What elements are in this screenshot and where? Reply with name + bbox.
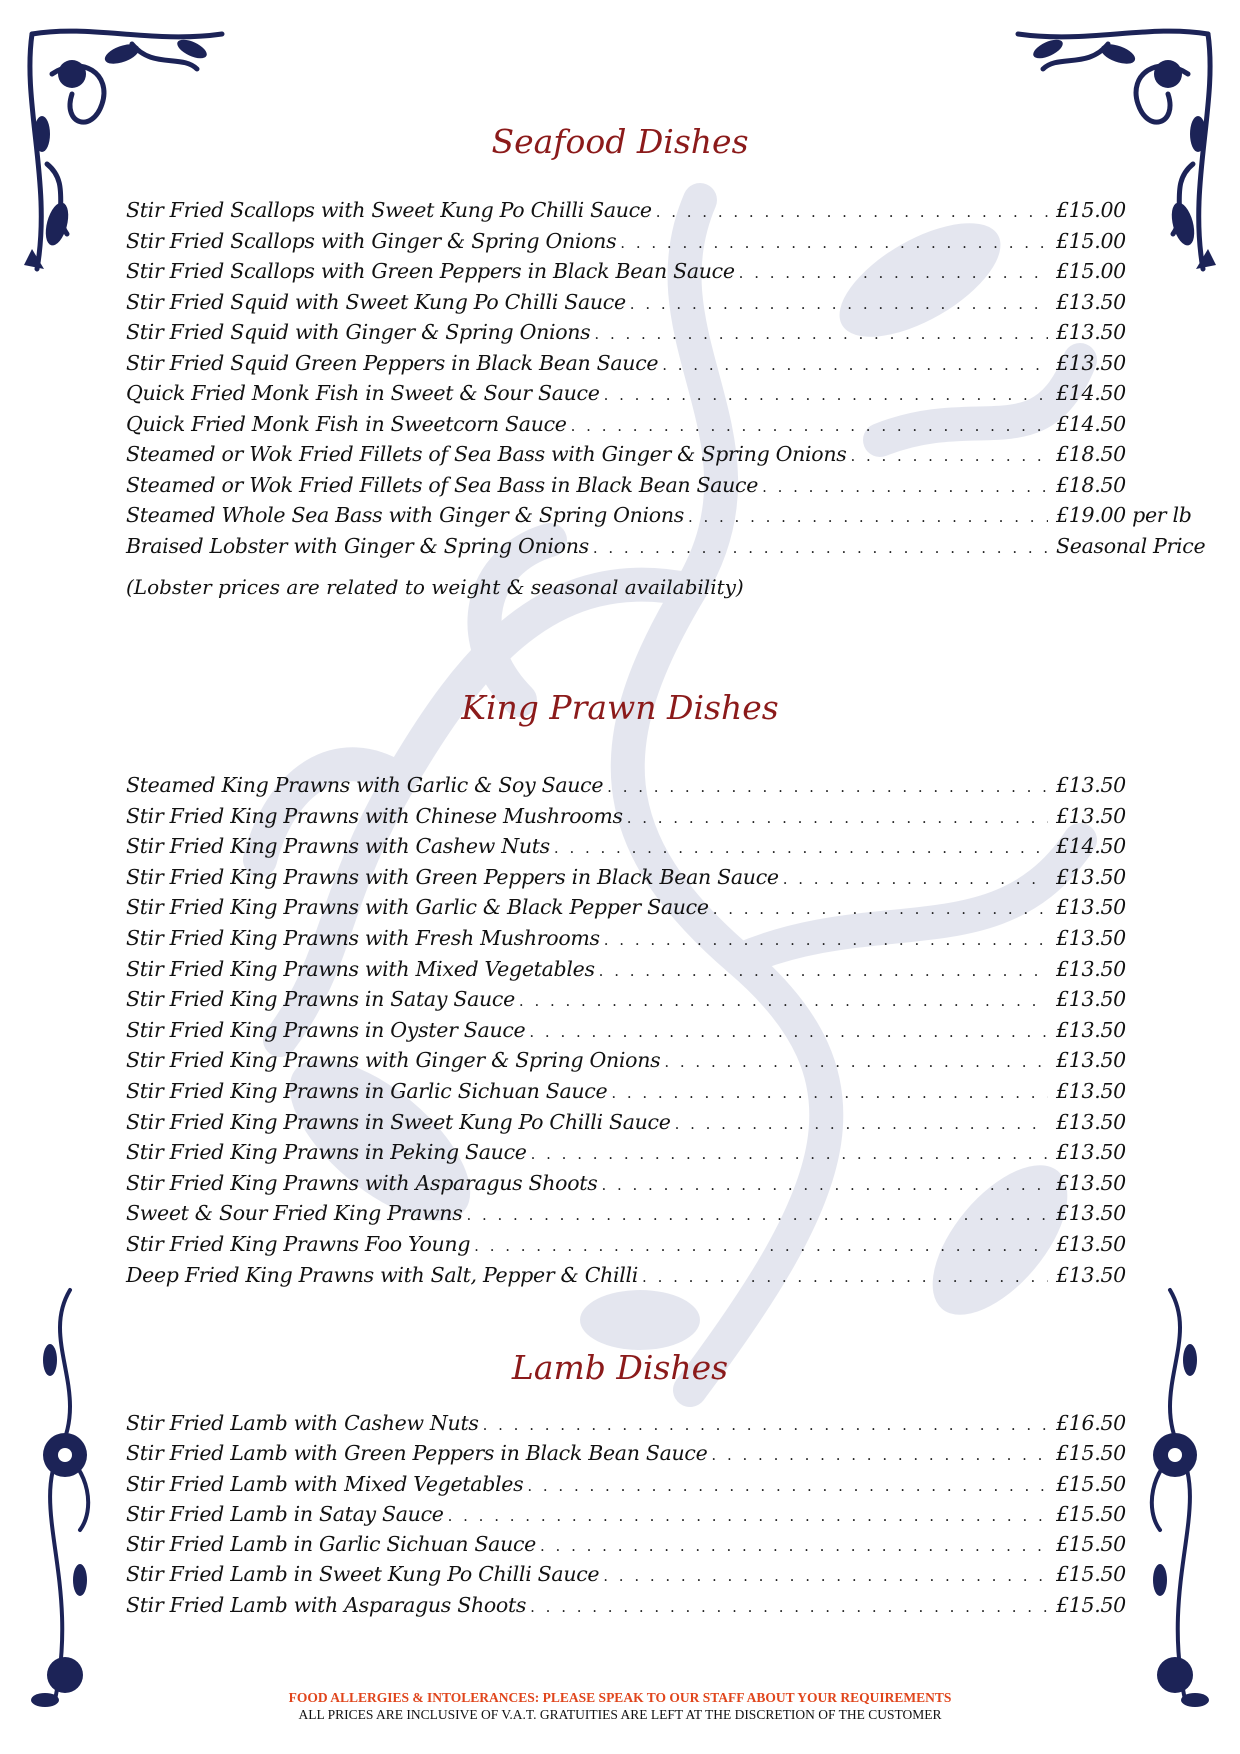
menu-item (126, 198, 1186, 229)
menu-item (126, 926, 1186, 957)
menu-item-price: £13.50 (1056, 864, 1126, 889)
menu-item (126, 442, 1186, 473)
menu-item (126, 533, 1206, 565)
menu-item (126, 895, 1186, 926)
menu-item-price: £13.50 (1056, 1140, 1126, 1165)
dot-leader (739, 264, 1048, 282)
menu-item-name: Stir Fried King Prawns with Green Peppers in Black Bean Sauce (126, 864, 779, 889)
dot-leader (611, 1084, 1048, 1102)
menu-item-price: £13.50 (1056, 350, 1126, 375)
menu-item (126, 1472, 1186, 1502)
lobster-price-note: (Lobster prices are related to weight & seasonal availability) (126, 575, 744, 599)
dot-leader (474, 1237, 1048, 1255)
menu-item (126, 1263, 1186, 1294)
menu-item-price: £15.50 (1056, 1441, 1126, 1466)
menu-item (126, 381, 1186, 412)
vat-notice: ALL PRICES ARE INCLUSIVE OF V.A.T. GRATUITIES ARE LEFT AT THE DISCRETION OF THE CUSTOMER (298, 1707, 942, 1722)
dot-leader (529, 1023, 1048, 1041)
menu-list-king-prawn (126, 773, 1186, 1293)
dot-leader (627, 809, 1048, 827)
menu-item-name: Stir Fried King Prawns in Peking Sauce (126, 1140, 527, 1165)
menu-item-price: £13.50 (1056, 289, 1126, 314)
dot-leader (675, 1115, 1048, 1133)
menu-item-price: £15.50 (1056, 1471, 1126, 1496)
menu-item-name: Stir Fried Lamb with Asparagus Shoots (126, 1592, 527, 1617)
dot-leader (601, 1176, 1048, 1194)
dot-leader (713, 900, 1048, 918)
menu-item-name: Steamed or Wok Fried Fillets of Sea Bass in Black Bean Sauce (126, 472, 759, 497)
menu-item-name: Stir Fried King Prawns in Sweet Kung Po Chilli Sauce (126, 1109, 671, 1134)
menu-item-name: Quick Fried Monk Fish in Sweetcorn Sauce (126, 411, 567, 436)
menu-item (126, 804, 1186, 835)
dot-leader (662, 356, 1048, 374)
menu-item-name: Braised Lobster with Ginger & Spring Onions (126, 533, 589, 558)
menu-item-name: Stir Fried Lamb with Mixed Vegetables (126, 1471, 524, 1496)
dot-leader (783, 870, 1048, 888)
menu-item-name: Stir Fried King Prawns with Cashew Nuts (126, 834, 550, 859)
menu-item (126, 834, 1186, 865)
menu-item (126, 229, 1186, 260)
menu-item-price: £13.50 (1056, 1017, 1126, 1042)
menu-item-name: Stir Fried Lamb with Cashew Nuts (126, 1411, 479, 1435)
menu-item-price: £13.50 (1056, 895, 1126, 920)
menu-item (126, 1593, 1186, 1623)
menu-item-name: Stir Fried Scallops with Sweet Kung Po Chilli Sauce (126, 198, 652, 222)
menu-item-price: £15.00 (1056, 259, 1126, 283)
menu-item (126, 503, 1192, 534)
dot-leader (607, 778, 1048, 796)
dot-leader (630, 295, 1048, 313)
dot-leader (711, 1446, 1048, 1464)
menu-item-price: £13.50 (1056, 803, 1126, 828)
menu-item-name: Stir Fried Lamb in Satay Sauce (126, 1501, 444, 1526)
allergy-notice: FOOD ALLERGIES & INTOLERANCES: PLEASE SPEAK TO OUR STAFF ABOUT YOUR REQUIREMENTS (288, 1690, 952, 1705)
menu-item-name: Stir Fried King Prawns with Garlic & Black Pepper Sauce (126, 895, 709, 920)
menu-item-price: £13.50 (1056, 1170, 1126, 1195)
dot-leader (540, 1537, 1048, 1555)
menu-item (126, 1532, 1186, 1562)
menu-item-name: Steamed Whole Sea Bass with Ginger & Spring Onions (126, 503, 684, 527)
dot-leader (527, 1477, 1048, 1495)
menu-item-name: Quick Fried Monk Fish in Sweet & Sour Sauce (126, 381, 600, 405)
dot-leader (688, 508, 1048, 526)
menu-item (126, 1079, 1186, 1110)
menu-item-price: £13.50 (1056, 987, 1126, 1012)
menu-item-price: £18.50 (1056, 442, 1126, 466)
menu-list-seafood (126, 198, 1206, 564)
dot-leader (604, 386, 1048, 404)
menu-item (126, 1232, 1186, 1263)
menu-item (126, 290, 1186, 321)
menu-item (126, 1171, 1186, 1202)
menu-item-price: £13.50 (1056, 1109, 1126, 1134)
menu-item (126, 957, 1186, 988)
menu-item-price: £18.50 (1056, 472, 1126, 497)
menu-item-name: Stir Fried Lamb in Garlic Sichuan Sauce (126, 1532, 537, 1557)
dot-leader (762, 478, 1048, 496)
menu-item (126, 1018, 1186, 1049)
menu-item (126, 1201, 1186, 1232)
dot-leader (554, 839, 1048, 857)
menu-item-price: £14.50 (1056, 411, 1126, 436)
dot-leader (850, 447, 1048, 465)
menu-item (126, 320, 1186, 351)
dot-leader (448, 1507, 1048, 1525)
menu-item-name: Stir Fried Lamb in Sweet Kung Po Chilli Sauce (126, 1562, 600, 1587)
menu-item (126, 1048, 1186, 1079)
dot-leader (599, 962, 1048, 980)
menu-item-price: £16.50 (1056, 1411, 1126, 1435)
dot-leader (483, 1416, 1048, 1434)
menu-item-name: Stir Fried Squid Green Peppers in Black Bean Sauce (126, 350, 659, 375)
menu-item-name: Stir Fried King Prawns Foo Young (126, 1231, 471, 1256)
menu-item-price: £15.50 (1056, 1562, 1126, 1587)
dot-leader (571, 417, 1048, 435)
menu-item-name: Steamed King Prawns with Garlic & Soy Sauce (126, 773, 604, 797)
menu-item-name: Stir Fried King Prawns in Satay Sauce (126, 987, 515, 1012)
menu-item-price: £13.50 (1056, 320, 1126, 344)
dot-leader (664, 1053, 1048, 1071)
dot-leader (642, 1268, 1048, 1286)
menu-item-name: Steamed or Wok Fried Fillets of Sea Bass with Ginger & Spring Onions (126, 442, 847, 466)
menu-item-price: £13.50 (1056, 773, 1126, 797)
dot-leader (530, 1598, 1048, 1616)
menu-item-name: Stir Fried Squid with Ginger & Spring Onions (126, 320, 591, 344)
menu-item (126, 1562, 1186, 1592)
menu-item-price: £19.00 per lb (1056, 503, 1192, 527)
menu-item-price: £13.50 (1056, 1078, 1126, 1103)
menu-item-price: £13.50 (1056, 1231, 1126, 1256)
dot-leader (603, 1567, 1048, 1585)
floral-side-ornament-icon (20, 1280, 110, 1720)
menu-item-name: Sweet & Sour Fried King Prawns (126, 1201, 463, 1226)
menu-item-name: Stir Fried King Prawns with Ginger & Spring Onions (126, 1048, 661, 1073)
menu-item (126, 1411, 1186, 1441)
dot-leader (593, 539, 1048, 557)
menu-item-name: Stir Fried Lamb with Green Peppers in Black Bean Sauce (126, 1441, 708, 1466)
menu-item (126, 1441, 1186, 1471)
dot-leader (604, 931, 1048, 949)
dot-leader (519, 992, 1048, 1010)
menu-item-price: £13.50 (1056, 1262, 1126, 1287)
section-title-lamb: Lamb Dishes (511, 1348, 729, 1387)
menu-item-price: £15.00 (1056, 198, 1126, 222)
menu-item-price: £14.50 (1056, 381, 1126, 405)
menu-list-lamb (126, 1411, 1186, 1623)
dot-leader (531, 1145, 1048, 1163)
dot-leader (466, 1206, 1048, 1224)
menu-item (126, 987, 1186, 1018)
menu-item-name: Deep Fried King Prawns with Salt, Pepper & Chilli (126, 1262, 639, 1287)
dot-leader (620, 234, 1048, 252)
menu-item (126, 412, 1186, 443)
section-title-king-prawn: King Prawn Dishes (461, 688, 779, 727)
menu-item (126, 1140, 1186, 1171)
dot-leader (594, 325, 1048, 343)
section-title-seafood: Seafood Dishes (491, 122, 749, 161)
menu-item-name: Stir Fried King Prawns with Mixed Vegetables (126, 956, 595, 981)
menu-item (126, 473, 1186, 504)
menu-item (126, 351, 1186, 382)
menu-item-price: £13.50 (1056, 956, 1126, 981)
menu-item (126, 773, 1186, 804)
menu-item (126, 865, 1186, 896)
menu-item (126, 1502, 1186, 1532)
menu-item-price: £15.00 (1056, 228, 1126, 253)
menu-item-name: Stir Fried Scallops with Ginger & Spring Onions (126, 228, 617, 253)
menu-item-price: £13.50 (1056, 925, 1126, 950)
menu-item-price: £15.50 (1056, 1592, 1126, 1617)
menu-item-name: Stir Fried King Prawns with Fresh Mushrooms (126, 925, 600, 950)
menu-item-name: Stir Fried King Prawns with Chinese Mushrooms (126, 803, 623, 828)
menu-item-price: £13.50 (1056, 1201, 1126, 1226)
menu-item-name: Stir Fried King Prawns in Garlic Sichuan Sauce (126, 1078, 608, 1103)
menu-item-name: Stir Fried King Prawns in Oyster Sauce (126, 1017, 526, 1042)
menu-item-name: Stir Fried Squid with Sweet Kung Po Chilli Sauce (126, 289, 626, 314)
menu-item-price: Seasonal Price (1056, 533, 1206, 558)
menu-item-name: Stir Fried Scallops with Green Peppers in Black Bean Sauce (126, 259, 735, 283)
menu-item (126, 1110, 1186, 1141)
menu-item-price: £14.50 (1056, 834, 1126, 859)
menu-item-price: £13.50 (1056, 1048, 1126, 1073)
menu-item-price: £15.50 (1056, 1532, 1126, 1557)
menu-item (126, 259, 1186, 290)
menu-item-price: £15.50 (1056, 1501, 1126, 1526)
dot-leader (656, 203, 1048, 221)
menu-item-name: Stir Fried King Prawns with Asparagus Shoots (126, 1170, 598, 1195)
